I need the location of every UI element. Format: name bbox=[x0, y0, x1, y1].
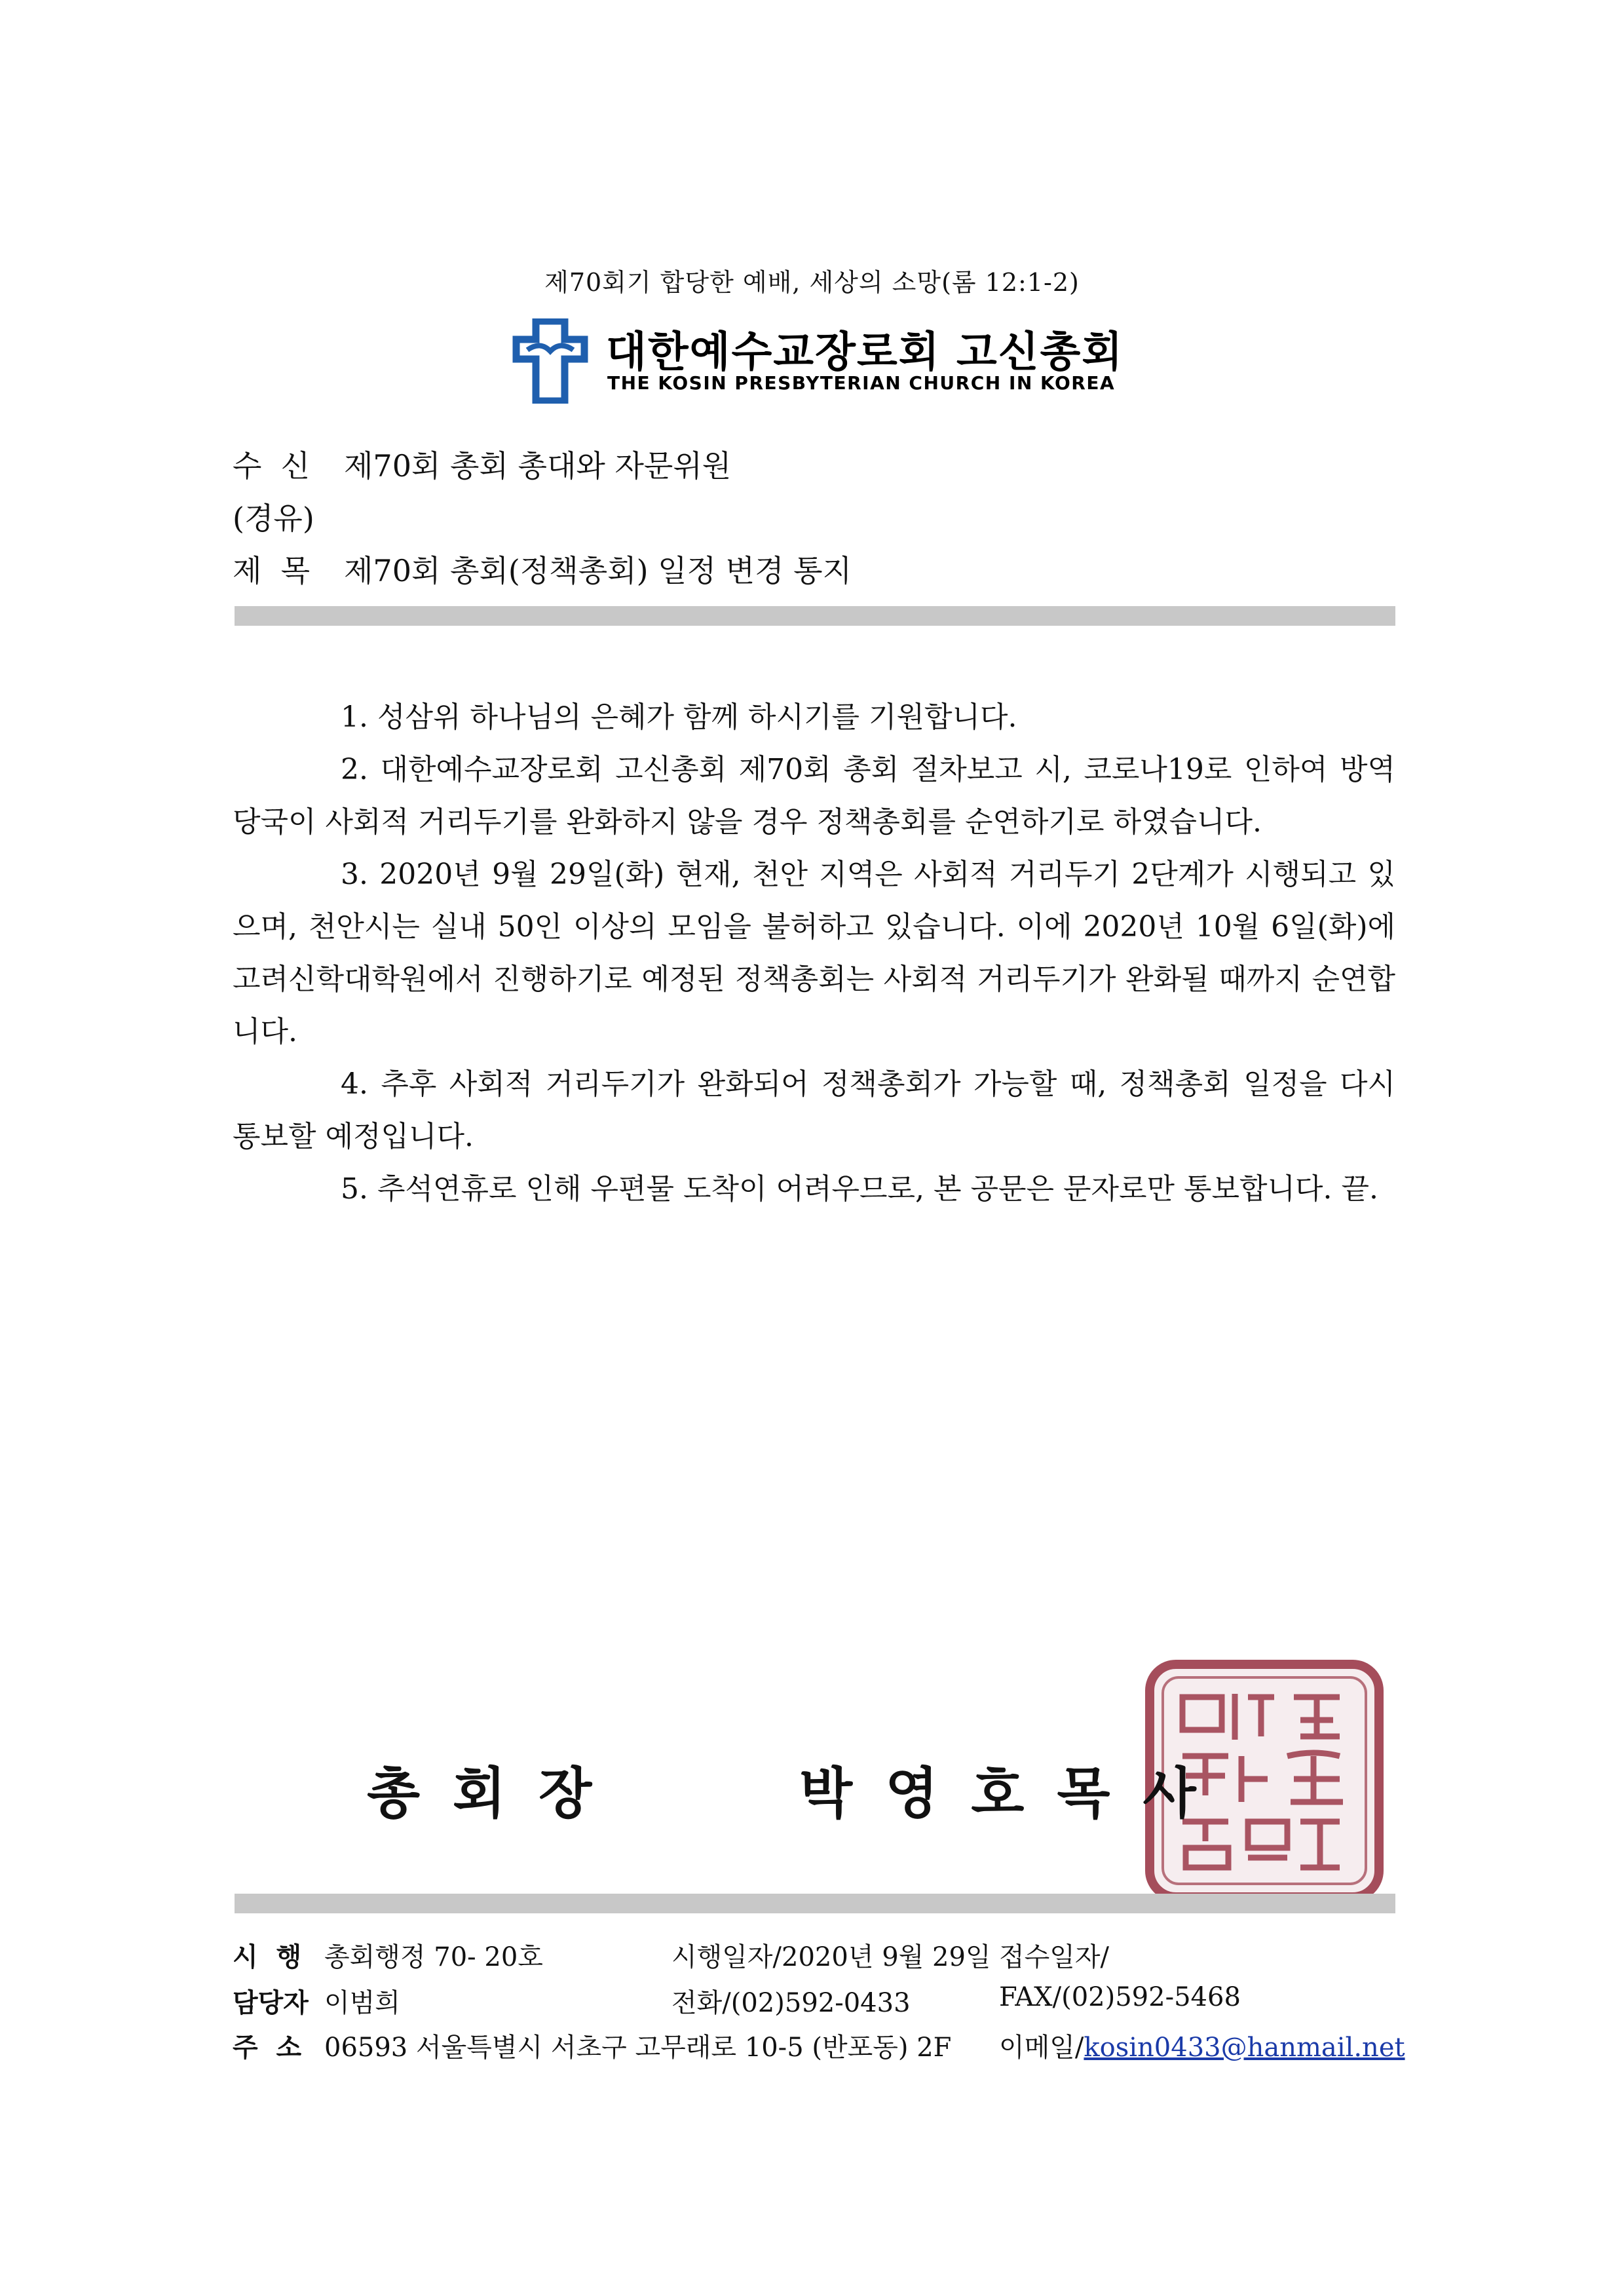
subject-label: 제 목 bbox=[233, 553, 311, 588]
receipt-date: 접수일자/ bbox=[999, 1942, 1110, 1972]
paragraph-1: 1. 성삼위 하나님의 은혜가 함께 하시기를 기원합니다. bbox=[341, 700, 1017, 734]
header-divider bbox=[235, 606, 1395, 626]
fax: FAX/(02)592-5468 bbox=[999, 1982, 1241, 2012]
contact-label: 담당자 bbox=[233, 1988, 309, 2018]
cross-logo-icon bbox=[511, 318, 590, 404]
via-label: (경유) bbox=[233, 501, 314, 536]
subject-row bbox=[233, 547, 852, 590]
subject-value: 제70회 총회(정책총회) 일정 변경 통지 bbox=[344, 553, 852, 588]
exec-label: 시 행 bbox=[233, 1942, 302, 1972]
exec-value: 총회행정 70- 20호 bbox=[324, 1942, 543, 1972]
signature-title: 총회장 bbox=[367, 1761, 625, 1826]
address-value: 06593 서울특별시 서초구 고무래로 10-5 (반포동) 2F bbox=[324, 2033, 952, 2063]
motto: 제70회기 합당한 예배, 세상의 소망(롬 12:1-2) bbox=[544, 268, 1080, 297]
address-label: 주 소 bbox=[233, 2033, 302, 2063]
recipient-row bbox=[233, 442, 731, 486]
phone: 전화/(02)592-0433 bbox=[671, 1988, 911, 2018]
email-link[interactable]: kosin0433@hanmail.net bbox=[1084, 2033, 1405, 2063]
exec-date: 시행일자/2020년 9월 29일 bbox=[671, 1942, 991, 1972]
signature-name: 박영호목사 bbox=[799, 1761, 1229, 1826]
paragraph-2: 2. 대한예수교장로회 고신총회 제70회 총회 절차보고 시, 코로나19로 인하여 방역당국이 사회적 거리두기를 완화하지 않을 경우 정책총회를 순연하기로 하였습니다. bbox=[233, 753, 1395, 839]
contact-value: 이범희 bbox=[324, 1988, 400, 2018]
paragraph-4: 4. 추후 사회적 거리두기가 완화되어 정책총회가 가능할 때, 정책총회 일정을 다시 통보할 예정입니다. bbox=[233, 1067, 1395, 1153]
paragraph-3: 3. 2020년 9월 29일(화) 현재, 천안 지역은 사회적 거리두기 2단계가 시행되고 있으며, 천안시는 실내 50인 이상의 모임을 불허하고 있습니다. 이에 2020년 10월 6일(화)에 고려신학대학원에서 진행하기로 예정된 정책총회는 사회적 거리두기가 완화될 때까지 순연합니다. bbox=[233, 858, 1395, 1048]
recipient-value: 제70회 총회 총대와 자문위원 bbox=[344, 448, 732, 484]
footer-divider bbox=[235, 1894, 1395, 1913]
org-name-en: THE KOSIN PRESBYTERIAN CHURCH IN KOREA bbox=[607, 372, 1116, 394]
paragraph-5: 5. 추석연휴로 인해 우편물 도착이 어려우므로, 본 공문은 문자로만 통보합니다. 끝. bbox=[341, 1172, 1378, 1206]
email-row bbox=[999, 2027, 1405, 2064]
recipient-label: 수 신 bbox=[233, 448, 311, 484]
org-name-ko: 대한예수교장로회 고신총회 bbox=[606, 328, 1124, 377]
via-row bbox=[233, 495, 314, 538]
email-label: 이메일/ bbox=[999, 2033, 1084, 2063]
letter-body bbox=[233, 691, 1395, 1215]
